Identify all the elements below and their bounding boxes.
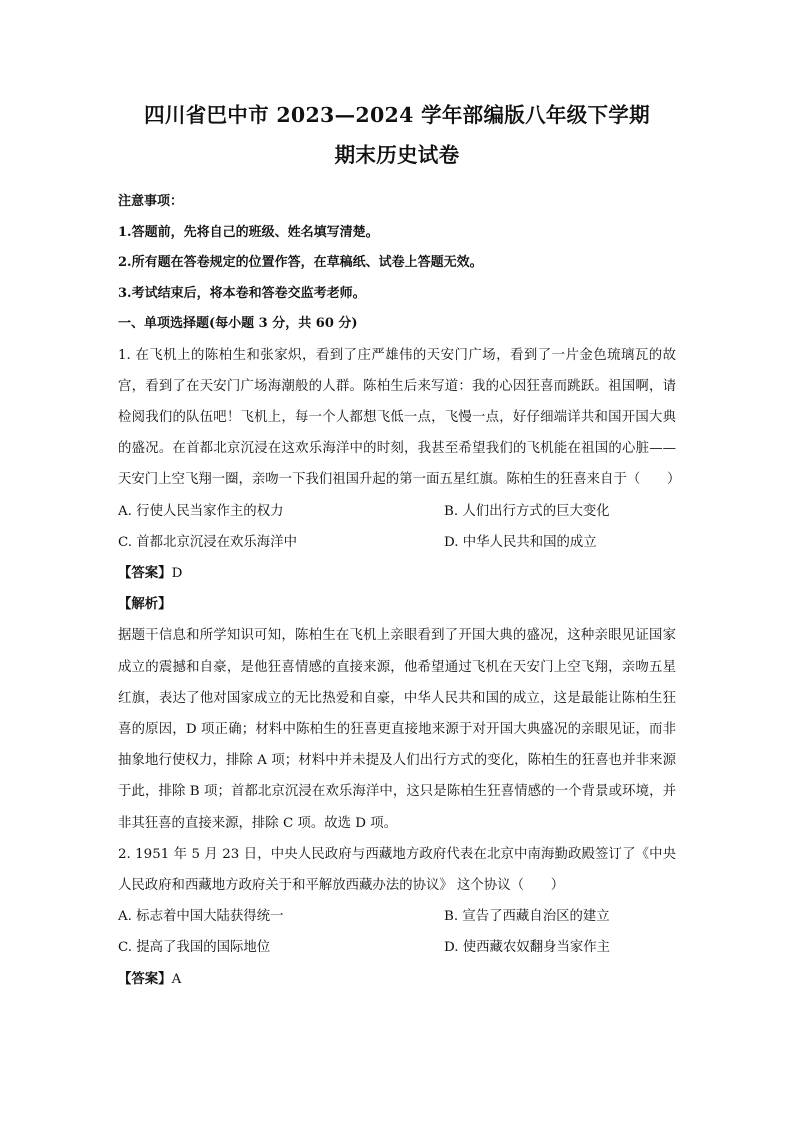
title-line-1: 四川省巴中市 2023—2024 学年部编版八年级下学期 [144,103,650,127]
notice-heading: 注意事项： [118,194,184,209]
question-2-option-a: A. 标志着中国大陆获得统一 [118,909,284,925]
exam-page [118,95,681,995]
question-1-answer [118,558,676,589]
question-2-answer [118,964,676,995]
notice-item-1: 1.答题前，先将自己的班级、姓名填写清楚。 [118,224,379,240]
title-line-2: 期末历史试卷 [334,143,460,167]
answer-value: D [171,565,183,581]
question-1-option-c: C. 首都北京沉浸在欢乐海洋中 [118,534,297,550]
question-2-options [118,901,676,963]
question-1-options [118,496,676,558]
answer-label: 【答案】 [118,970,172,987]
notice-item-2: 2.所有题在答卷规定的位置作答，在草稿纸、试卷上答题无效。 [118,255,483,270]
question-1-stem: 1. 在飞机上的陈柏生和张家炽，看到了庄严雄伟的天安门广场，看到了一片金色琉璃瓦的故宫，看到了在天安门广场海潮般的人群。陈柏生后来写道：我的心因狂喜而跳跃。祖国啊，请检阅我们的队伍吧！飞机上，每一个人都想飞低一点，飞慢一点，好仔细端详共和国开国大典的盛况。在首都北京沉浸在这欢乐海洋中的时刻，我甚至希望我们的飞机能在祖国的心脏——天安门上空飞翔一圈，亲吻一下我们祖国升起的第一面五星红旗。陈柏生的狂喜来自于（ ） [118,347,681,488]
notice-item-3: 3.考试结束后，将本卷和答卷交监考老师。 [118,285,366,301]
question-1-option-d: D. 中华人民共和国的成立 [444,534,597,550]
question-2-option-c: C. 提高了我国的国际地位 [118,940,271,956]
exam-title [118,95,676,175]
question-2 [118,839,676,995]
question-1-analysis: 据题干信息和所学知识可知，陈柏生在飞机上亲眼看到了开国大典的盛况，这种亲眼见证国家成立的震撼和自豪，是他狂喜情感的直接来源，他希望通过飞机在天安门上空飞翔，亲吻五星红旗，表达了他对国家成立的无比热爱和自豪，中华人民共和国的成立，这是最能让陈柏生狂喜的原因，D 项正确；材料中陈柏生的狂喜更直接地来源于对开国大典盛况的亲眼见证，而非抽象地行使权力，排除 A 项；材料中并未提及人们出行方式的变化，陈柏生的狂喜也并非来源于此，排除 B 项；首都北京沉浸在欢乐海洋中，这只是陈柏生狂喜情感的一个背景或环境，并非其狂喜的直接来源，排除 C 项。故选 D 项。 [118,628,676,831]
answer-value: A [171,971,182,987]
question-1-option-a: A. 行使人民当家作主的权力 [118,503,284,519]
analysis-label: 【解析】 [118,596,172,613]
notice-block [118,187,676,309]
question-1-option-b: B. 人们出行方式的巨大变化 [444,503,610,519]
question-1 [118,340,681,839]
question-2-stem: 2. 1951 年 5 月 23 日，中央人民政府与西藏地方政府代表在北京中南海勤政殿签订了《中央人民政府和西藏地方政府关于和平解放西藏办法的协议》 这个协议（ ） [118,846,676,893]
question-2-option-d: D. 使西藏农奴翻身当家作主 [444,940,611,956]
section-heading-single-choice: 一、单项选择题(每小题 3 分，共 60 分) [118,316,358,331]
question-1-analysis-label [118,589,676,620]
answer-label: 【答案】 [118,564,172,581]
question-2-option-b: B. 宣告了西藏自治区的建立 [444,909,610,925]
